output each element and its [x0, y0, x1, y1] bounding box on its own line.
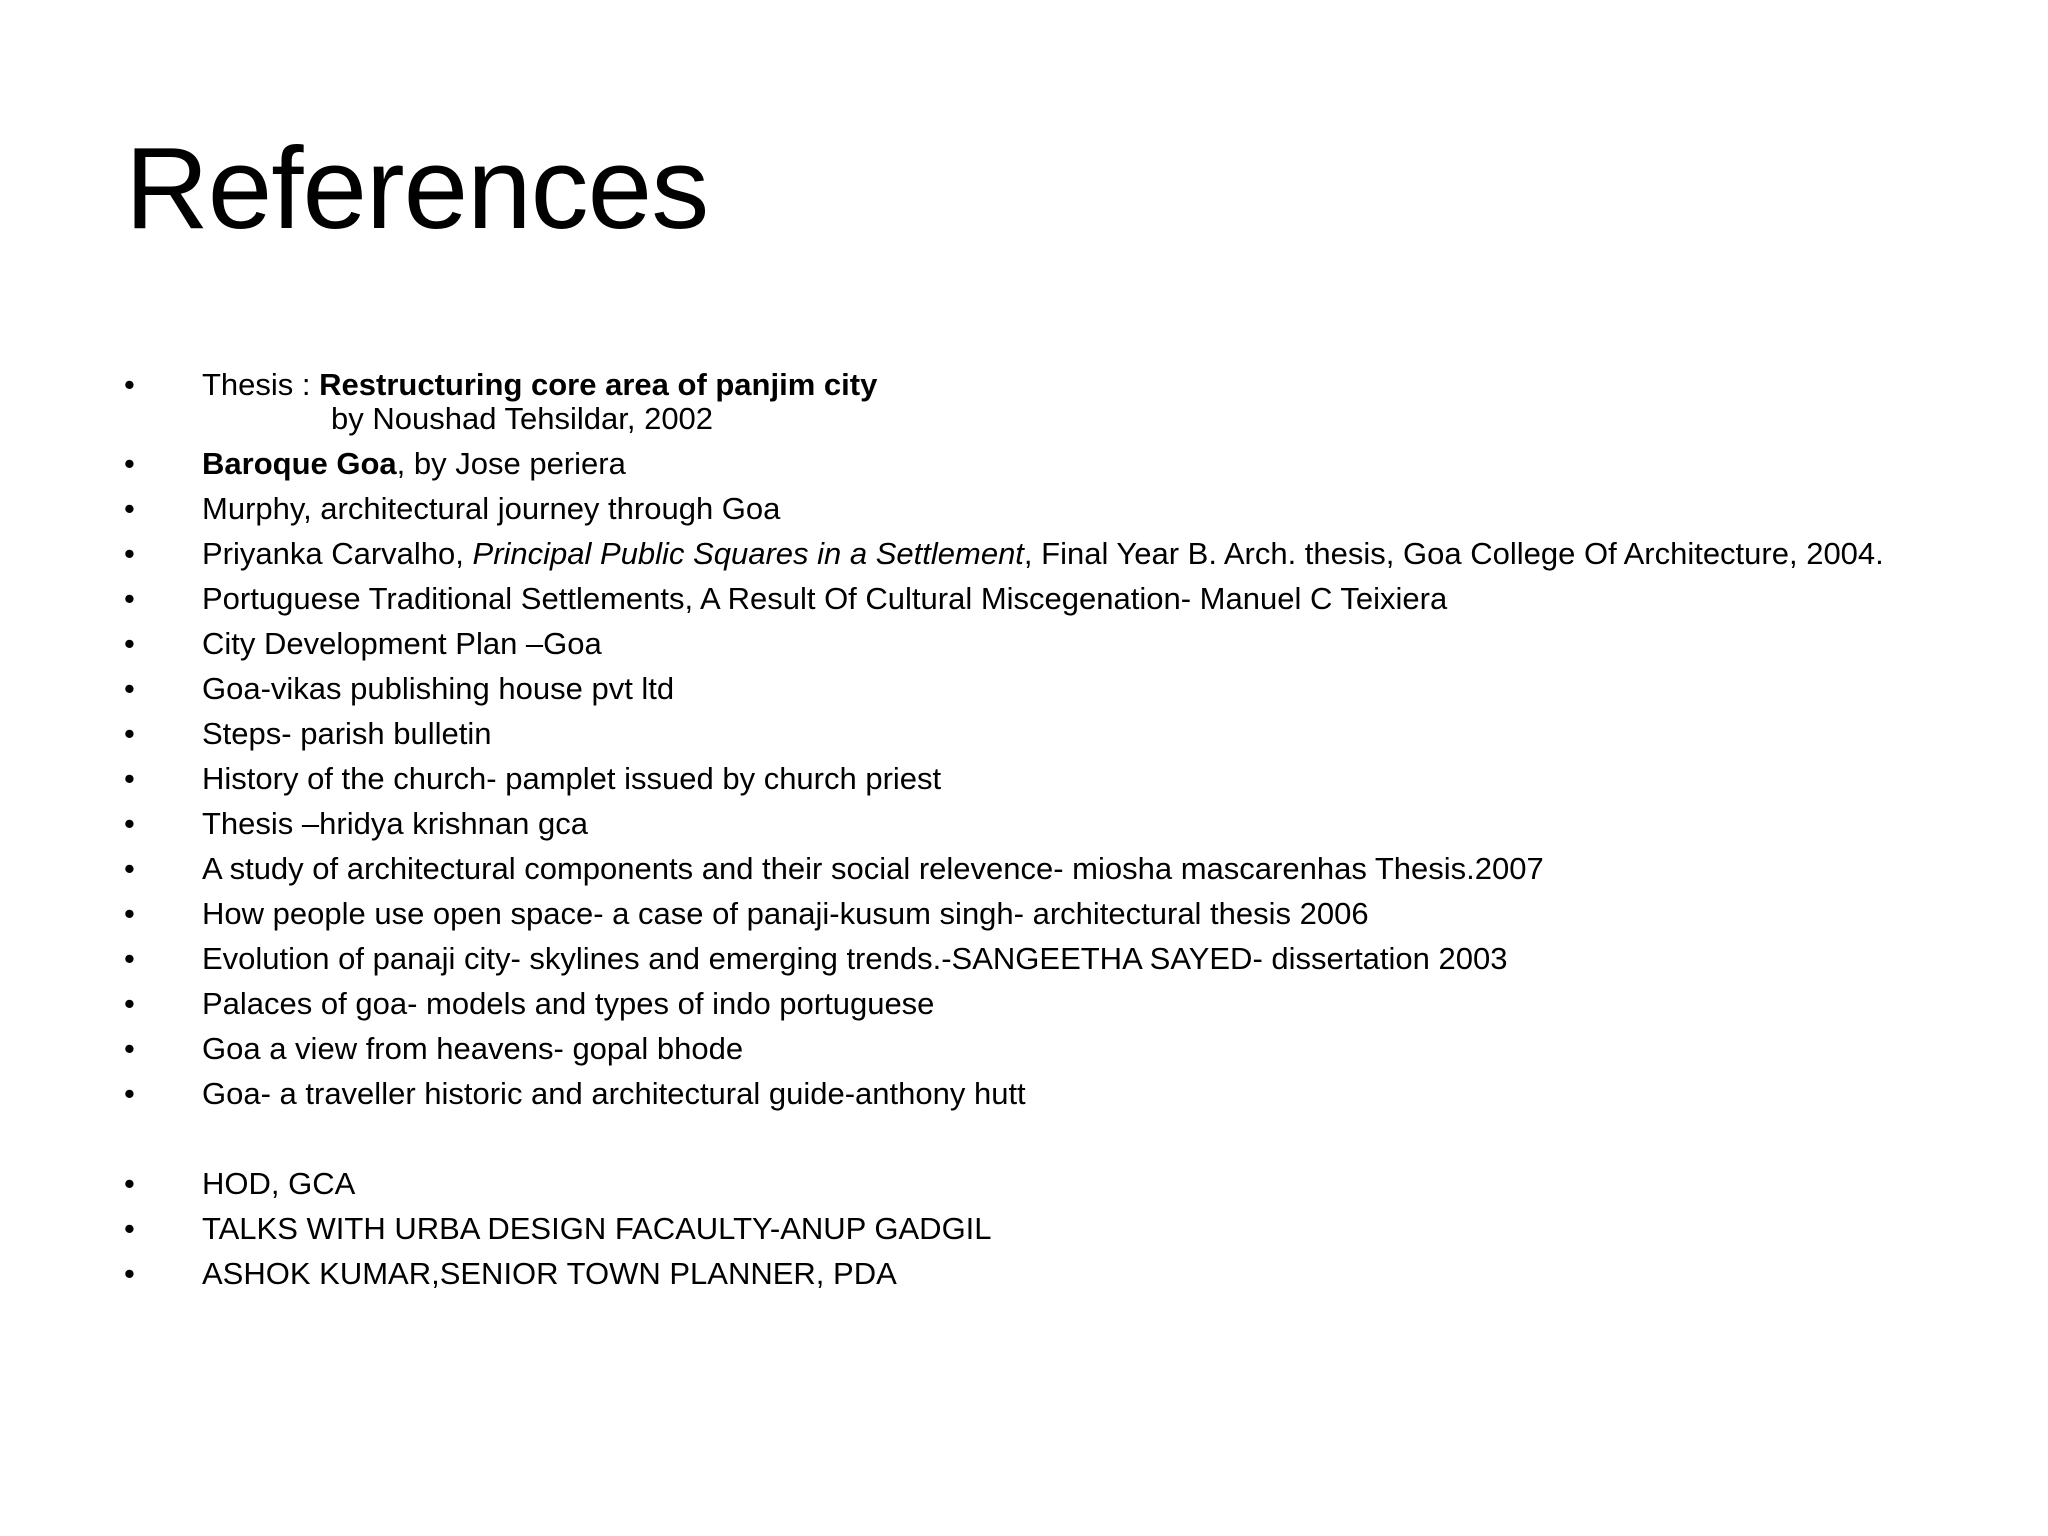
bullet: •: [124, 1166, 135, 1201]
bullet: •: [124, 1076, 135, 1111]
bullet: •: [124, 716, 135, 751]
list-item: [0, 807, 2048, 841]
list-item: [0, 627, 2048, 661]
bullet: •: [124, 851, 135, 886]
list-item: [0, 942, 2048, 976]
reference-text: A study of architectural components and their social relevence- miosha mascarenhas Thesis.2007: [202, 851, 1544, 886]
list-item: [0, 897, 2048, 931]
references-list: [0, 368, 2048, 1302]
reference-text: Baroque Goa, by Jose periera: [202, 446, 626, 481]
reference-text: ASHOK KUMAR,SENIOR TOWN PLANNER, PDA: [202, 1256, 897, 1291]
list-item: [0, 1212, 2048, 1246]
bullet: •: [124, 1211, 135, 1246]
reference-text: Goa-vikas publishing house pvt ltd: [202, 671, 675, 706]
list-item: [0, 987, 2048, 1021]
list-item: [0, 762, 2048, 796]
list-item: [0, 1032, 2048, 1066]
reference-text: How people use open space- a case of panaji-kusum singh- architectural thesis 2006: [202, 896, 1369, 931]
list-item: [0, 447, 2048, 481]
reference-text: Priyanka Carvalho, Principal Public Squares in a Settlement, Final Year B. Arch. thesis, Goa College Of Architecture, 2004.: [202, 536, 1884, 571]
bullet: •: [124, 671, 135, 706]
bullet: •: [124, 491, 135, 526]
reference-text: Thesis –hridya krishnan gca: [202, 806, 588, 841]
bullet: •: [124, 581, 135, 616]
reference-text: TALKS WITH URBA DESIGN FACAULTY-ANUP GADGIL: [202, 1211, 992, 1246]
list-item: [0, 492, 2048, 526]
reference-text: Evolution of panaji city- skylines and emerging trends.-SANGEETHA SAYED- dissertation 2003: [202, 941, 1508, 976]
reference-text: Goa a view from heavens- gopal bhode: [202, 1031, 744, 1066]
reference-text: Thesis : Restructuring core area of panjim city by Noushad Tehsildar, 2002: [202, 368, 1942, 436]
reference-text: Steps- parish bulletin: [202, 716, 492, 751]
bullet: •: [124, 896, 135, 931]
list-item: [0, 537, 2048, 571]
reference-text: HOD, GCA: [202, 1166, 356, 1201]
bullet: •: [124, 367, 135, 402]
reference-author: by Noushad Tehsildar, 2002: [331, 401, 714, 436]
bullet: •: [124, 536, 135, 571]
list-spacer: [0, 1122, 2048, 1167]
reference-text: History of the church- pamplet issued by church priest: [202, 761, 942, 796]
list-item: [0, 1257, 2048, 1291]
list-item: [0, 582, 2048, 616]
reference-text: Palaces of goa- models and types of indo portuguese: [202, 986, 935, 1021]
bullet: •: [124, 1031, 135, 1066]
reference-text: Goa- a traveller historic and architectural guide-anthony hutt: [202, 1076, 1026, 1111]
reference-text: City Development Plan –Goa: [202, 626, 602, 661]
list-item: [0, 368, 2048, 436]
bullet: •: [124, 446, 135, 481]
bullet: •: [124, 626, 135, 661]
list-item: [0, 717, 2048, 751]
reference-text: Portuguese Traditional Settlements, A Result Of Cultural Miscegenation- Manuel C Teixiera: [202, 581, 1448, 616]
bullet: •: [124, 761, 135, 796]
reference-text: Murphy, architectural journey through Goa: [202, 491, 781, 526]
list-item: [0, 1077, 2048, 1111]
bullet: •: [124, 1256, 135, 1291]
bullet: •: [124, 806, 135, 841]
list-item: [0, 1167, 2048, 1201]
bullet: •: [124, 941, 135, 976]
list-item: [0, 672, 2048, 706]
page-title: References: [125, 123, 709, 253]
list-item: [0, 852, 2048, 886]
bullet: •: [124, 986, 135, 1021]
